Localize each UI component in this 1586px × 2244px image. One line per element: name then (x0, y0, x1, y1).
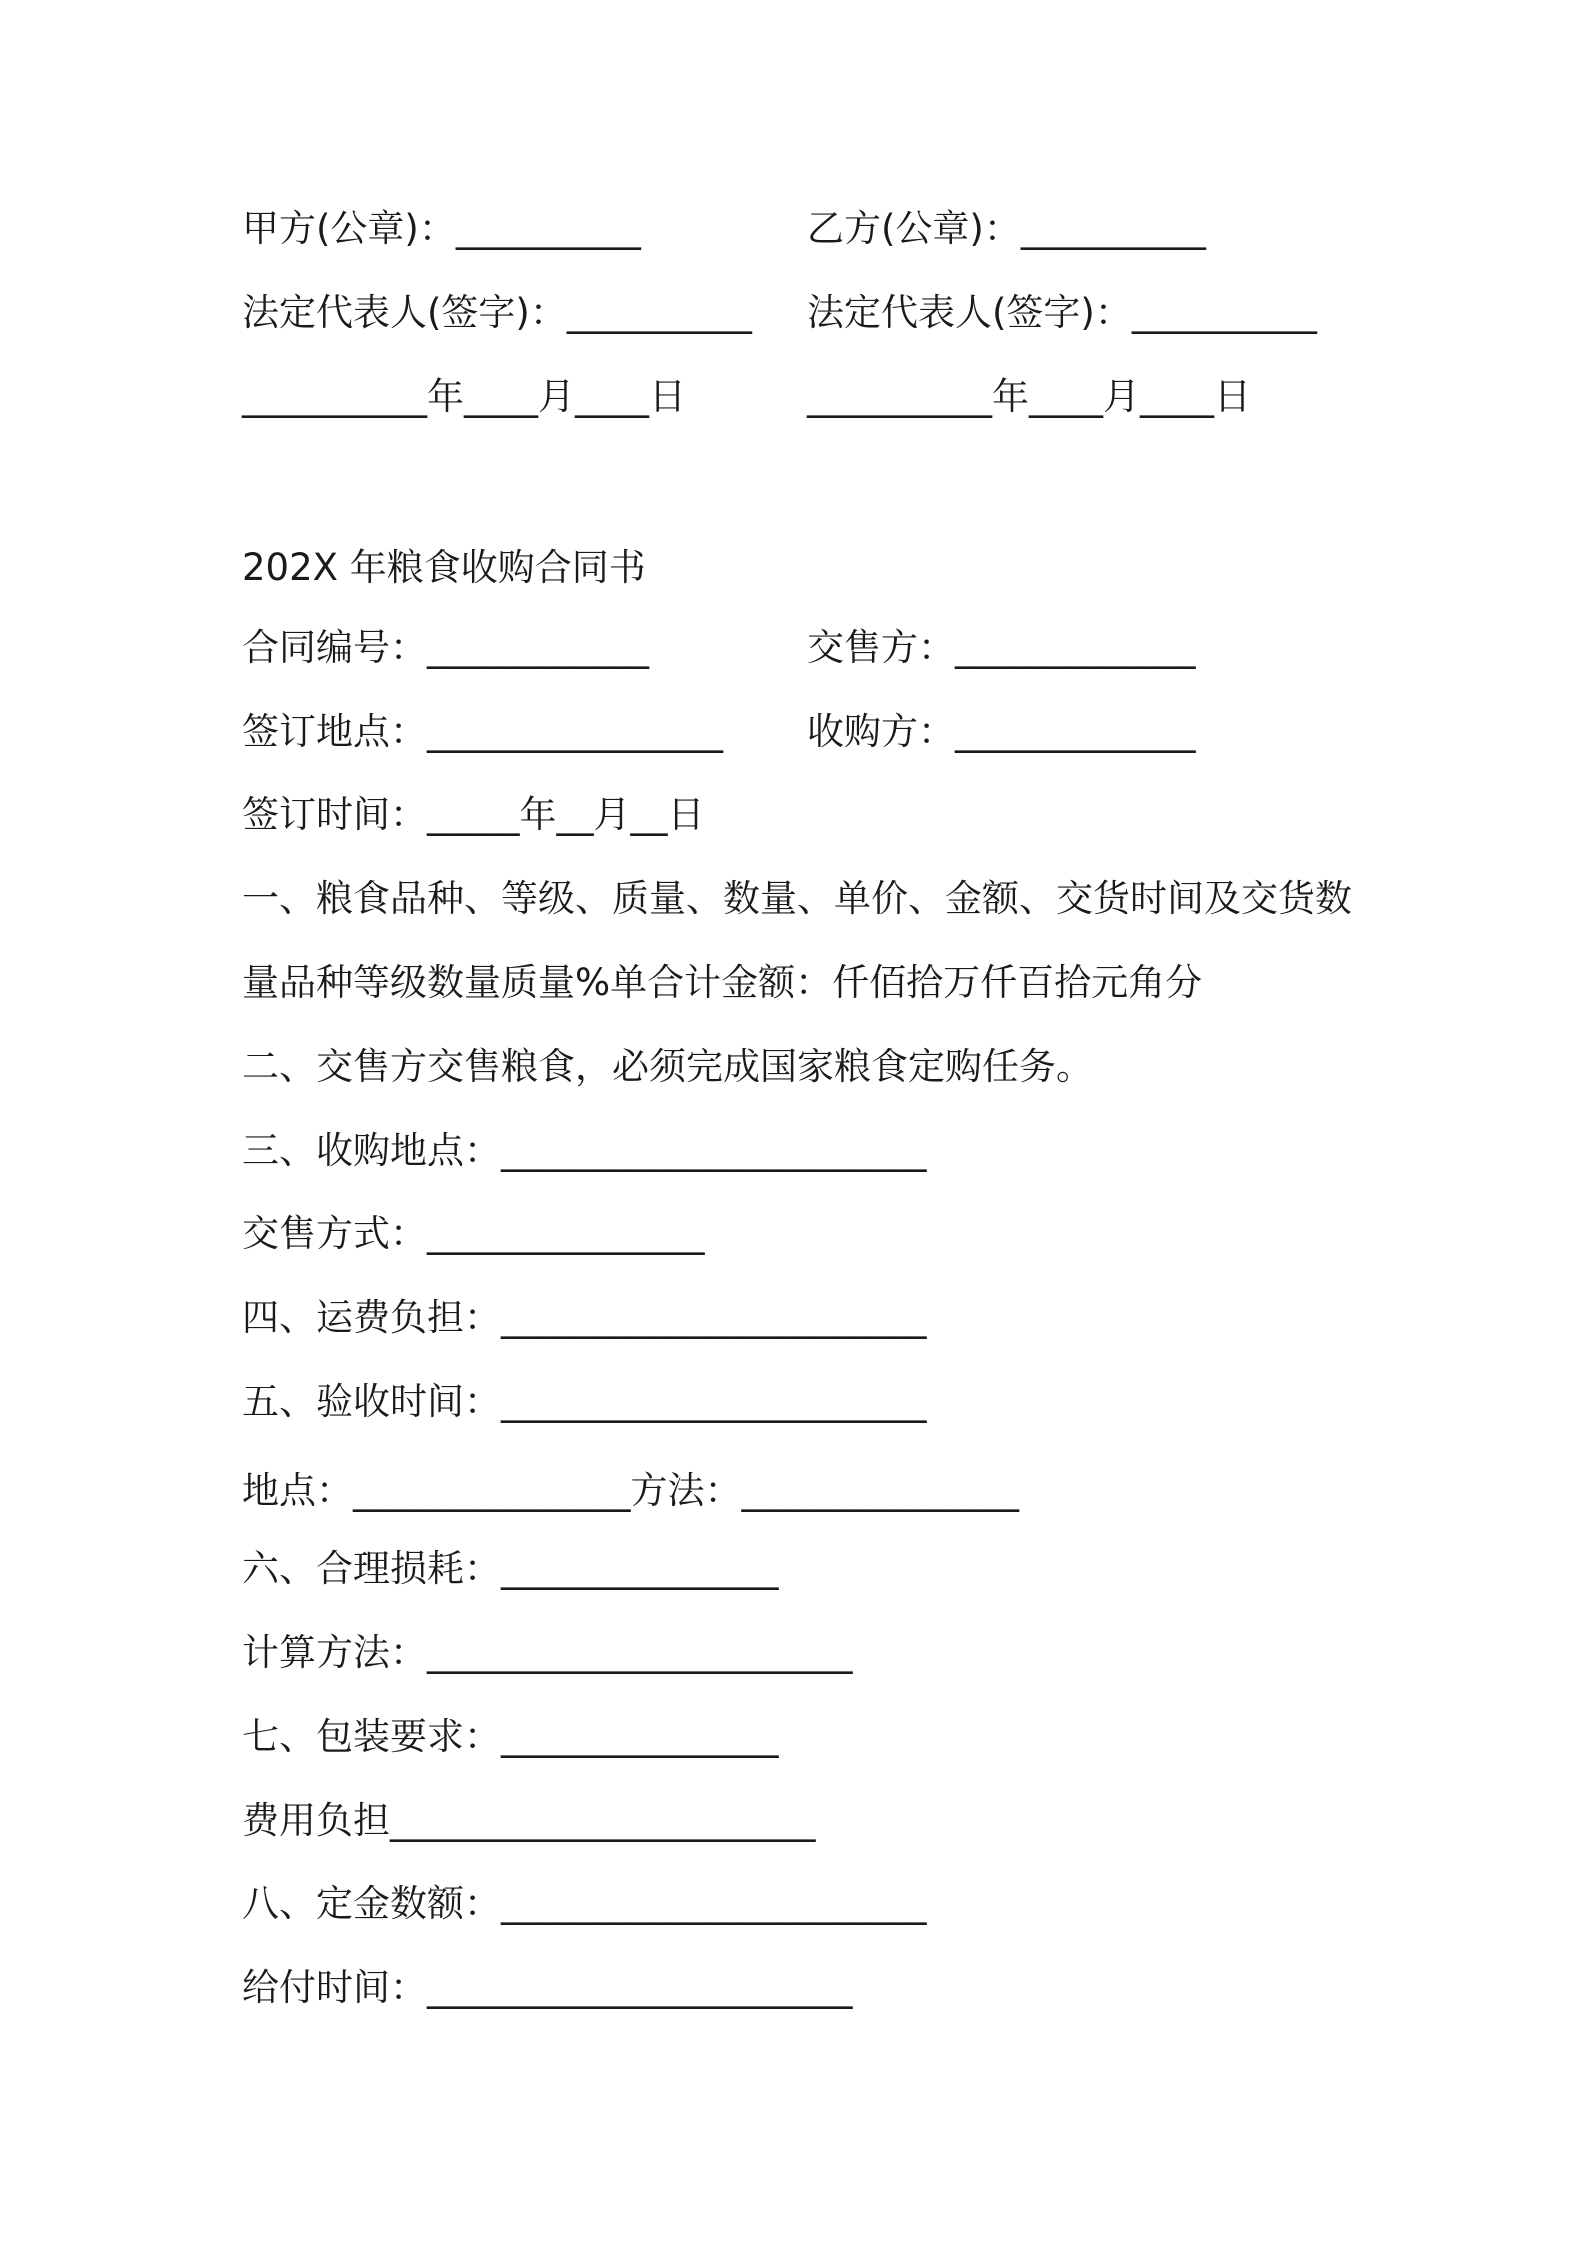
clause-1-line-2: 量品种等级数量质量%单合计金额：仟佰拾万仟百拾元角分 (242, 961, 1203, 1004)
inspection-place-method: 地点：_______________方法：_______________ (242, 1469, 1019, 1512)
cost-bearing: 费用负担_______________________ (242, 1799, 816, 1842)
clause-2: 二、交售方交售粮食，必须完成国家粮食定购任务。 (242, 1045, 1093, 1088)
clause-6: 六、合理损耗：_______________ (242, 1547, 779, 1590)
contract-title: 202X 年粮食收购合同书 (242, 546, 646, 589)
buyer-field: 收购方：_____________ (807, 710, 1196, 753)
party-b-seal: 乙方(公章)：__________ (807, 207, 1206, 250)
clause-7: 七、包装要求：_______________ (242, 1715, 779, 1758)
party-a-date: __________年____月____日 (242, 375, 686, 418)
contract-number: 合同编号：____________ (242, 626, 649, 669)
clause-8: 八、定金数额：_______________________ (242, 1882, 927, 1925)
clause-1-line-1: 一、粮食品种、等级、质量、数量、单价、金额、交货时间及交货数 (242, 877, 1352, 920)
payment-time: 给付时间：_______________________ (242, 1966, 853, 2009)
party-a-representative: 法定代表人(签字)：__________ (242, 291, 752, 334)
clause-3: 三、收购地点：_______________________ (242, 1129, 927, 1172)
sign-place: 签订地点：________________ (242, 710, 723, 753)
seller-field: 交售方：_____________ (807, 626, 1196, 669)
party-b-representative: 法定代表人(签字)：__________ (807, 291, 1317, 334)
clause-5: 五、验收时间：_______________________ (242, 1380, 927, 1423)
party-b-date: __________年____月____日 (807, 375, 1251, 418)
party-a-seal: 甲方(公章)：__________ (242, 207, 641, 250)
delivery-method: 交售方式：_______________ (242, 1212, 705, 1255)
clause-4: 四、运费负担：_______________________ (242, 1296, 927, 1339)
calculation-method: 计算方法：_______________________ (242, 1631, 853, 1674)
sign-time: 签订时间：_____年__月__日 (242, 793, 705, 836)
